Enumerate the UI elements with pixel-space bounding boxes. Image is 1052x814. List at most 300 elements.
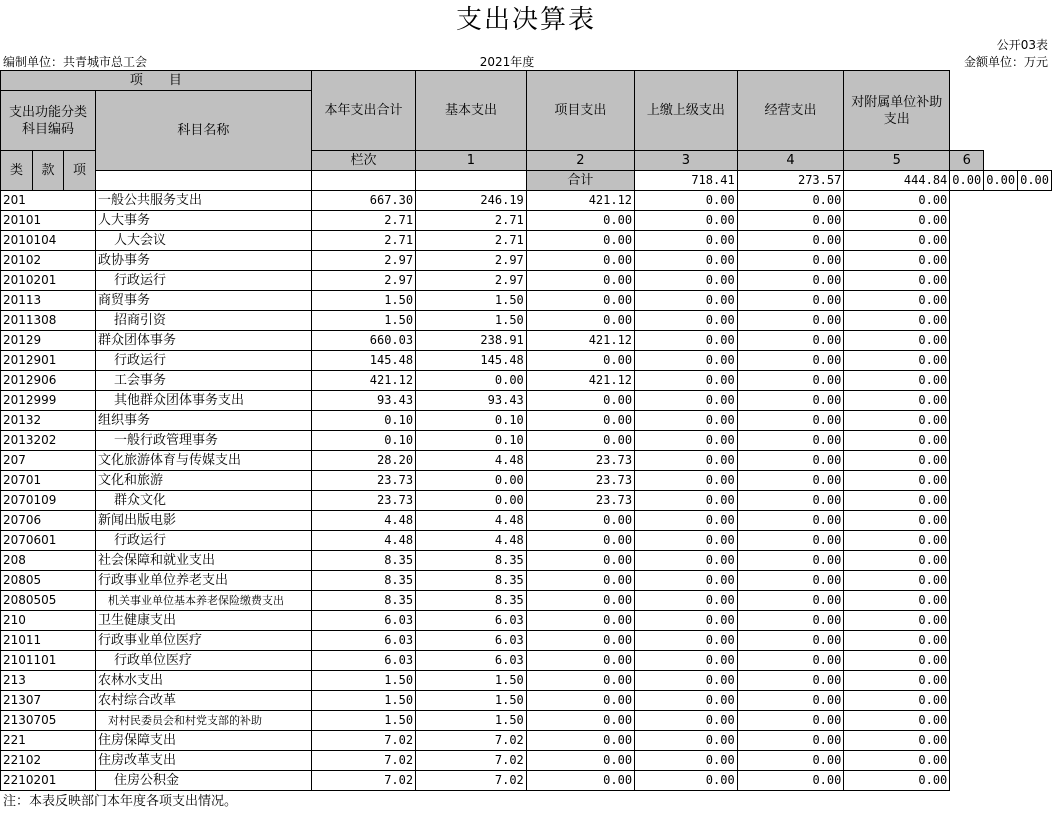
- amount-cell: 0.00: [844, 191, 950, 211]
- subject-name: 对村民委员会和村党支部的补助: [95, 711, 311, 731]
- amount-cell: 0.00: [526, 571, 634, 591]
- amount-cell: 2.97: [416, 271, 527, 291]
- code-cell: [311, 171, 415, 191]
- amount-cell: 0.00: [844, 771, 950, 791]
- code-group-header: 支出功能分类科目编码: [1, 91, 96, 151]
- table-row: [1, 431, 1052, 451]
- amount-cell: 0.00: [635, 691, 738, 711]
- amount-cell: 4.48: [311, 531, 415, 551]
- amount-cell: 0.00: [526, 751, 634, 771]
- amount-cell: 0.00: [635, 671, 738, 691]
- function-code: 2101101: [1, 651, 96, 671]
- amount-cell: 0.10: [416, 411, 527, 431]
- amount-cell: 8.35: [416, 591, 527, 611]
- amount-cell: 0.00: [635, 651, 738, 671]
- amount-cell: 0.00: [526, 211, 634, 231]
- amount-cell: 0.00: [737, 211, 844, 231]
- table-body: [1, 71, 1052, 791]
- amount-cell: 660.03: [311, 331, 415, 351]
- footnote: 注：本表反映部门本年度各项支出情况。: [3, 794, 238, 809]
- amount-cell: 0.00: [635, 611, 738, 631]
- total-value: 0.00: [950, 171, 984, 191]
- col-header-total: 本年支出合计: [311, 71, 415, 151]
- amount-cell: 8.35: [311, 571, 415, 591]
- table-row: [1, 451, 1052, 471]
- function-code: 2011308: [1, 311, 96, 331]
- col-no-4: 4: [737, 151, 844, 171]
- table-row: [1, 391, 1052, 411]
- amount-cell: 0.00: [526, 251, 634, 271]
- total-value: 444.84: [844, 171, 950, 191]
- amount-cell: 0.00: [526, 531, 634, 551]
- table-row: [1, 351, 1052, 371]
- amount-cell: 0.00: [635, 191, 738, 211]
- amount-cell: 0.00: [844, 651, 950, 671]
- amount-cell: 0.00: [737, 591, 844, 611]
- amount-cell: 1.50: [311, 291, 415, 311]
- table-row: [1, 571, 1052, 591]
- function-code: 20101: [1, 211, 96, 231]
- col-no-1: 1: [416, 151, 527, 171]
- amount-cell: 0.00: [737, 451, 844, 471]
- subject-name: 招商引资: [95, 311, 311, 331]
- amount-cell: 0.00: [737, 651, 844, 671]
- function-code: 2013202: [1, 431, 96, 451]
- total-value: 0.00: [1018, 171, 1052, 191]
- amount-cell: 0.00: [737, 571, 844, 591]
- subject-name: 工会事务: [95, 371, 311, 391]
- table-row: [1, 611, 1052, 631]
- amount-cell: 0.00: [844, 551, 950, 571]
- amount-cell: 0.00: [737, 411, 844, 431]
- amount-cell: 0.00: [737, 751, 844, 771]
- function-code: 221: [1, 731, 96, 751]
- table-row: [1, 671, 1052, 691]
- amount-cell: 23.73: [311, 491, 415, 511]
- amount-cell: 421.12: [526, 371, 634, 391]
- table-number: 公开03表: [996, 38, 1048, 52]
- amount-cell: 0.00: [526, 291, 634, 311]
- amount-cell: 0.00: [844, 531, 950, 551]
- amount-cell: 7.02: [311, 731, 415, 751]
- subject-name: 农林水支出: [95, 671, 311, 691]
- amount-cell: 0.10: [311, 411, 415, 431]
- amount-cell: 0.00: [635, 511, 738, 531]
- code-item-header: 项: [64, 151, 96, 191]
- function-code: 2010104: [1, 231, 96, 251]
- col-header-operating: 经营支出: [737, 71, 844, 151]
- amount-cell: 0.00: [635, 571, 738, 591]
- amount-cell: 0.00: [635, 531, 738, 551]
- amount-cell: 0.00: [844, 431, 950, 451]
- amount-cell: 0.00: [526, 771, 634, 791]
- amount-cell: 0.00: [737, 191, 844, 211]
- table-row: [1, 551, 1052, 571]
- amount-cell: 2.71: [416, 231, 527, 251]
- subject-name: 文化和旅游: [95, 471, 311, 491]
- code-cell: [416, 171, 527, 191]
- amount-cell: 0.00: [737, 311, 844, 331]
- amount-cell: 0.00: [844, 311, 950, 331]
- subject-name: 人大事务: [95, 211, 311, 231]
- function-code: 2210201: [1, 771, 96, 791]
- amount-cell: 6.03: [416, 611, 527, 631]
- amount-cell: 0.00: [416, 371, 527, 391]
- amount-cell: 7.02: [311, 771, 415, 791]
- amount-cell: 93.43: [311, 391, 415, 411]
- amount-cell: 8.35: [311, 591, 415, 611]
- amount-cell: 0.00: [635, 491, 738, 511]
- amount-cell: 1.50: [311, 711, 415, 731]
- amount-cell: 0.00: [635, 251, 738, 271]
- subject-name: 商贸事务: [95, 291, 311, 311]
- amount-cell: 1.50: [416, 691, 527, 711]
- amount-cell: 0.00: [635, 351, 738, 371]
- table-row: [1, 751, 1052, 771]
- table-row: [1, 531, 1052, 551]
- amount-cell: 0.00: [526, 591, 634, 611]
- amount-cell: 7.02: [416, 731, 527, 751]
- amount-cell: 0.00: [844, 631, 950, 651]
- amount-cell: 0.00: [737, 671, 844, 691]
- amount-cell: 6.03: [416, 651, 527, 671]
- item-header: 项 目: [1, 71, 312, 91]
- amount-cell: 1.50: [416, 671, 527, 691]
- function-code: 2080505: [1, 591, 96, 611]
- table-row: [1, 471, 1052, 491]
- amount-cell: 0.00: [844, 751, 950, 771]
- compiling-unit: 编制单位：共青城市总工会: [3, 55, 148, 69]
- table-row-total: [1, 171, 1052, 191]
- function-code: 20102: [1, 251, 96, 271]
- code-class-header: 类: [1, 151, 33, 191]
- col-no-label: 栏次: [311, 151, 415, 171]
- col-header-project: 项目支出: [526, 71, 634, 151]
- table-row: [1, 771, 1052, 791]
- table-row: [1, 411, 1052, 431]
- amount-cell: 0.00: [737, 511, 844, 531]
- function-code: 208: [1, 551, 96, 571]
- function-code: 20129: [1, 331, 96, 351]
- amount-cell: 6.03: [311, 651, 415, 671]
- col-no-2: 2: [526, 151, 634, 171]
- amount-cell: 0.00: [737, 431, 844, 451]
- table-row: [1, 311, 1052, 331]
- amount-cell: 0.00: [635, 551, 738, 571]
- amount-cell: 0.00: [737, 471, 844, 491]
- amount-cell: 23.73: [526, 471, 634, 491]
- function-code: 20805: [1, 571, 96, 591]
- amount-cell: 0.00: [844, 351, 950, 371]
- col-no-3: 3: [635, 151, 738, 171]
- amount-cell: 0.00: [635, 211, 738, 231]
- function-code: 201: [1, 191, 96, 211]
- total-value: 0.00: [984, 171, 1018, 191]
- subject-name: 卫生健康支出: [95, 611, 311, 631]
- page-title: 支出决算表: [455, 5, 596, 35]
- amount-cell: 0.00: [635, 751, 738, 771]
- amount-cell: 1.50: [416, 291, 527, 311]
- subject-name: 一般行政管理事务: [95, 431, 311, 451]
- amount-cell: 0.00: [844, 251, 950, 271]
- amount-cell: 0.10: [416, 431, 527, 451]
- amount-cell: 0.00: [526, 711, 634, 731]
- col-header-remit: 上缴上级支出: [635, 71, 738, 151]
- code-section-header: 款: [32, 151, 63, 191]
- amount-cell: 145.48: [416, 351, 527, 371]
- subject-name: 住房改革支出: [95, 751, 311, 771]
- amount-cell: 0.00: [526, 231, 634, 251]
- amount-cell: 7.02: [311, 751, 415, 771]
- amount-cell: 0.00: [844, 691, 950, 711]
- amount-cell: 0.00: [737, 271, 844, 291]
- amount-cell: 8.35: [311, 551, 415, 571]
- table-row: [1, 711, 1052, 731]
- table-row: [1, 651, 1052, 671]
- amount-cell: 0.00: [635, 271, 738, 291]
- function-code: 2130705: [1, 711, 96, 731]
- amount-cell: 8.35: [416, 571, 527, 591]
- subject-name: 其他群众团体事务支出: [95, 391, 311, 411]
- amount-cell: 0.00: [635, 731, 738, 751]
- subject-name: 行政运行: [95, 351, 311, 371]
- subject-name: 文化旅游体育与传媒支出: [95, 451, 311, 471]
- amount-cell: 2.97: [311, 271, 415, 291]
- col-no-5: 5: [844, 151, 950, 171]
- amount-cell: 0.00: [635, 451, 738, 471]
- function-code: 20132: [1, 411, 96, 431]
- amount-cell: 0.00: [526, 731, 634, 751]
- amount-cell: 0.00: [526, 271, 634, 291]
- table-row: [1, 331, 1052, 351]
- amount-cell: 0.00: [526, 431, 634, 451]
- amount-cell: 0.00: [526, 671, 634, 691]
- amount-cell: 0.00: [526, 391, 634, 411]
- function-code: 20706: [1, 511, 96, 531]
- subject-name: 群众文化: [95, 491, 311, 511]
- amount-cell: 1.50: [416, 311, 527, 331]
- table-row: [1, 731, 1052, 751]
- table-row: [1, 491, 1052, 511]
- amount-cell: 0.00: [635, 771, 738, 791]
- table-row: [1, 191, 1052, 211]
- amount-cell: 0.00: [737, 491, 844, 511]
- subject-name: 群众团体事务: [95, 331, 311, 351]
- subject-name: 住房保障支出: [95, 731, 311, 751]
- amount-cell: 23.73: [311, 471, 415, 491]
- amount-cell: 0.00: [635, 291, 738, 311]
- amount-cell: 23.73: [526, 451, 634, 471]
- amount-cell: 0.00: [635, 391, 738, 411]
- total-label: 合计: [526, 171, 634, 191]
- amount-cell: 0.00: [526, 611, 634, 631]
- amount-cell: 246.19: [416, 191, 527, 211]
- amount-cell: 2.71: [311, 231, 415, 251]
- amount-cell: 0.00: [526, 311, 634, 331]
- amount-cell: 0.00: [416, 471, 527, 491]
- amount-cell: 0.00: [844, 371, 950, 391]
- subject-name: 住房公积金: [95, 771, 311, 791]
- amount-cell: 0.00: [844, 271, 950, 291]
- amount-cell: 0.00: [844, 711, 950, 731]
- amount-cell: 0.00: [737, 731, 844, 751]
- amount-cell: 7.02: [416, 751, 527, 771]
- amount-cell: 1.50: [416, 711, 527, 731]
- total-value: 273.57: [737, 171, 844, 191]
- table-row: [1, 691, 1052, 711]
- function-code: 2012901: [1, 351, 96, 371]
- amount-cell: 0.00: [635, 431, 738, 451]
- subject-name-header: 科目名称: [95, 91, 311, 171]
- subject-name: 行政事业单位养老支出: [95, 571, 311, 591]
- amount-cell: 0.00: [844, 411, 950, 431]
- table-row: [1, 251, 1052, 271]
- amount-cell: 0.00: [526, 411, 634, 431]
- fiscal-year: 2021年度: [479, 55, 535, 69]
- function-code: 22102: [1, 751, 96, 771]
- subject-name: 行政运行: [95, 271, 311, 291]
- amount-cell: 4.48: [416, 531, 527, 551]
- col-header-subsidy: 对附属单位补助支出: [844, 71, 950, 151]
- amount-cell: 4.48: [311, 511, 415, 531]
- amount-cell: 0.00: [526, 511, 634, 531]
- function-code: 21307: [1, 691, 96, 711]
- amount-cell: 0.00: [844, 231, 950, 251]
- amount-cell: 0.00: [635, 371, 738, 391]
- subject-name: 机关事业单位基本养老保险缴费支出: [95, 591, 311, 611]
- amount-cell: 93.43: [416, 391, 527, 411]
- amount-cell: 0.00: [635, 591, 738, 611]
- amount-cell: 0.00: [526, 631, 634, 651]
- function-code: 2070601: [1, 531, 96, 551]
- function-code: 2070109: [1, 491, 96, 511]
- amount-cell: 0.00: [526, 551, 634, 571]
- amount-cell: 145.48: [311, 351, 415, 371]
- table-row: [1, 371, 1052, 391]
- amount-cell: 0.00: [844, 731, 950, 751]
- amount-cell: 0.00: [844, 571, 950, 591]
- amount-cell: 0.00: [416, 491, 527, 511]
- subject-name: 社会保障和就业支出: [95, 551, 311, 571]
- amount-cell: 0.00: [737, 291, 844, 311]
- amount-cell: 0.00: [526, 691, 634, 711]
- subject-name: 一般公共服务支出: [95, 191, 311, 211]
- amount-cell: 0.00: [844, 591, 950, 611]
- amount-cell: 0.00: [635, 411, 738, 431]
- amount-cell: 0.00: [635, 231, 738, 251]
- amount-cell: 1.50: [311, 311, 415, 331]
- amount-cell: 0.00: [844, 331, 950, 351]
- amount-cell: 6.03: [311, 611, 415, 631]
- amount-cell: 0.00: [737, 351, 844, 371]
- table-row: [1, 291, 1052, 311]
- amount-cell: 0.00: [737, 231, 844, 251]
- amount-cell: 0.00: [737, 331, 844, 351]
- amount-cell: 421.12: [311, 371, 415, 391]
- amount-cell: 1.50: [311, 671, 415, 691]
- amount-cell: 421.12: [526, 331, 634, 351]
- subject-name: 行政单位医疗: [95, 651, 311, 671]
- function-code: 20701: [1, 471, 96, 491]
- amount-unit: 金额单位：万元: [963, 55, 1048, 69]
- table-row: [1, 211, 1052, 231]
- amount-cell: 0.00: [526, 351, 634, 371]
- amount-cell: 2.71: [416, 211, 527, 231]
- function-code: 20113: [1, 291, 96, 311]
- function-code: 207: [1, 451, 96, 471]
- amount-cell: 0.00: [737, 531, 844, 551]
- function-code: 213: [1, 671, 96, 691]
- amount-cell: 0.00: [844, 211, 950, 231]
- amount-cell: 0.00: [844, 611, 950, 631]
- code-cell: [95, 171, 311, 191]
- amount-cell: 2.71: [311, 211, 415, 231]
- amount-cell: 0.00: [635, 631, 738, 651]
- function-code: 210: [1, 611, 96, 631]
- amount-cell: 2.97: [416, 251, 527, 271]
- amount-cell: 0.00: [844, 671, 950, 691]
- amount-cell: 8.35: [416, 551, 527, 571]
- col-no-6: 6: [950, 151, 984, 171]
- amount-cell: 1.50: [311, 691, 415, 711]
- amount-cell: 0.10: [311, 431, 415, 451]
- amount-cell: 0.00: [844, 391, 950, 411]
- amount-cell: 0.00: [635, 711, 738, 731]
- amount-cell: 4.48: [416, 511, 527, 531]
- amount-cell: 0.00: [844, 451, 950, 471]
- expenditure-table: [0, 70, 1052, 791]
- amount-cell: 0.00: [844, 291, 950, 311]
- amount-cell: 0.00: [737, 691, 844, 711]
- amount-cell: 28.20: [311, 451, 415, 471]
- subject-name: 人大会议: [95, 231, 311, 251]
- subject-name: 新闻出版电影: [95, 511, 311, 531]
- subject-name: 组织事务: [95, 411, 311, 431]
- subject-name: 行政运行: [95, 531, 311, 551]
- amount-cell: 6.03: [416, 631, 527, 651]
- amount-cell: 7.02: [416, 771, 527, 791]
- amount-cell: 0.00: [737, 251, 844, 271]
- function-code: 2012906: [1, 371, 96, 391]
- amount-cell: 0.00: [635, 331, 738, 351]
- amount-cell: 2.97: [311, 251, 415, 271]
- amount-cell: 6.03: [311, 631, 415, 651]
- amount-cell: 0.00: [737, 371, 844, 391]
- amount-cell: 0.00: [635, 311, 738, 331]
- function-code: 21011: [1, 631, 96, 651]
- table-row: [1, 231, 1052, 251]
- table-row: [1, 631, 1052, 651]
- amount-cell: 0.00: [737, 551, 844, 571]
- subject-name: 政协事务: [95, 251, 311, 271]
- table-row: [1, 271, 1052, 291]
- amount-cell: 0.00: [737, 611, 844, 631]
- amount-cell: 421.12: [526, 191, 634, 211]
- amount-cell: 0.00: [737, 631, 844, 651]
- amount-cell: 23.73: [526, 491, 634, 511]
- amount-cell: 0.00: [844, 511, 950, 531]
- amount-cell: 238.91: [416, 331, 527, 351]
- function-code: 2010201: [1, 271, 96, 291]
- table-row: [1, 591, 1052, 611]
- amount-cell: 0.00: [635, 471, 738, 491]
- amount-cell: 0.00: [526, 651, 634, 671]
- amount-cell: 0.00: [737, 711, 844, 731]
- total-value: 718.41: [635, 171, 738, 191]
- function-code: 2012999: [1, 391, 96, 411]
- amount-cell: 0.00: [844, 471, 950, 491]
- amount-cell: 0.00: [737, 771, 844, 791]
